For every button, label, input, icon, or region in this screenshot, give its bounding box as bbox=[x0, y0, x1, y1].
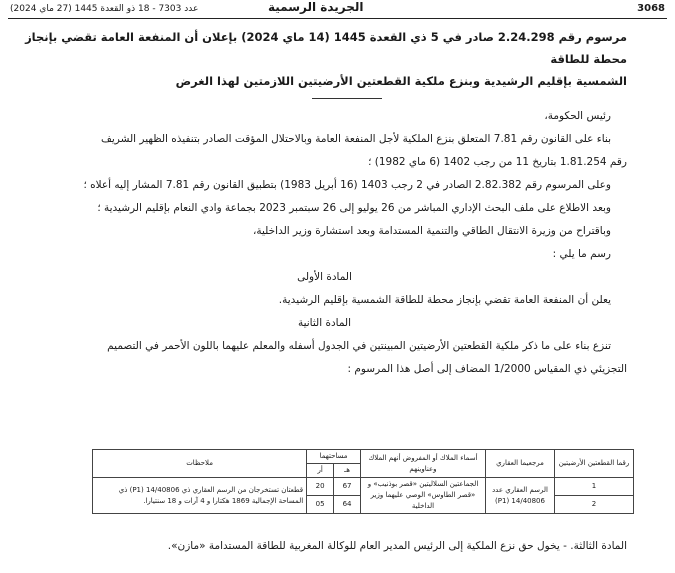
article-2-title: المادة الثانية bbox=[297, 317, 352, 329]
header-notes: ملاحظات bbox=[93, 450, 307, 478]
parcel-number-1: 1 bbox=[555, 478, 634, 496]
issue-info: عدد 7303 - 18 ذو القعدة 1445 (27 ماي 2024) bbox=[10, 4, 199, 14]
paragraph-1-line-2: رقم 1.81.254 بتاريخ 11 من رجب 1402 (6 ماي 1982) ؛ bbox=[368, 156, 627, 168]
header-ares: أر bbox=[307, 464, 334, 478]
page-number: 3068 bbox=[637, 3, 665, 14]
header-parcel-numbers: رقما القطعتين الأرضيتين bbox=[555, 450, 634, 478]
decree-title-line-1: مرسوم رقم 2.24.298 صادر في 5 ذي القعدة 1445 (14 ماي 2024) بإعلان أن المنفعة العامة تقضي بإنجاز محطة للطاقة bbox=[25, 30, 627, 66]
header-owners: أسماء الملاك أو المفروض أنهم الملاك وعناوينهم bbox=[361, 450, 486, 478]
article-2-line-1: تنزع بناء على ما ذكر ملكية القطعتين الأرضيتين المبينتين في الجدول أسفله والمعلم عليهما باللون الأحمر في التصميم bbox=[107, 340, 611, 352]
article-3: المادة الثالثة. - يخول حق نزع الملكية إلى الرئيس المدير العام للوكالة المغربية للطاقة المستدامة «مازن». bbox=[167, 540, 627, 552]
header-area: مساحتهما bbox=[307, 450, 361, 464]
parcels-table bbox=[92, 449, 634, 514]
newspaper-name: الجريدة الرسمية bbox=[268, 0, 364, 14]
decrees-line: رسم ما يلي : bbox=[552, 248, 611, 260]
header-land-reference: مرجعيما العقاري bbox=[486, 450, 555, 478]
parcel-1-ares: 20 bbox=[307, 478, 334, 496]
decree-title-line-2: الشمسية بإقليم الرشيدية وبنزع ملكية القطعتين الأرضيتين اللازمتين لهذا الغرض bbox=[175, 74, 627, 88]
paragraph-1-line-1: بناء على القانون رقم 7.81 المتعلق بنزع الملكية لأجل المنفعة العامة وبالاحتلال المؤقت الصادر بتنفيذه الظهير الشريف bbox=[101, 133, 611, 145]
article-1-title: المادة الأولى bbox=[297, 271, 352, 283]
article-2-line-2: التجزيئي ذي المقياس 1/2000 المضاف إلى أصل هذا المرسوم : bbox=[347, 363, 627, 375]
land-reference-cell: الرسم العقاري عدد 14/40806 (P1) bbox=[486, 478, 555, 514]
title-separator bbox=[312, 98, 382, 99]
notes-cell: قطعتان تستخرجان من الرسم العقاري ذي 14/40806 (P1) ذي المساحة الإجمالية 1869 هكتارا و 4 آرات و 18 سنتيارا. bbox=[93, 478, 307, 514]
parcel-2-ares: 05 bbox=[307, 496, 334, 514]
table-header-row bbox=[93, 450, 634, 464]
parcel-1-hectares: 67 bbox=[334, 478, 361, 496]
article-1-text: يعلن أن المنفعة العامة تقضي بإنجاز محطة للطاقة الشمسية بإقليم الرشيدية. bbox=[278, 294, 611, 306]
owners-cell: الجماعتين السلاليتين «قصر بوذنيب» و «قصر الطاوس» الوصي عليهما وزير الداخلية bbox=[361, 478, 486, 514]
header-hectares: هـ bbox=[334, 464, 361, 478]
paragraph-2: وعلى المرسوم رقم 2.82.382 الصادر في 2 رجب 1403 (16 أبريل 1983) بتطبيق القانون رقم 7.81 المشار إليه أعلاه ؛ bbox=[83, 179, 611, 191]
intro-line: رئيس الحكومة، bbox=[544, 110, 611, 122]
parcel-2-hectares: 64 bbox=[334, 496, 361, 514]
table-row bbox=[93, 478, 634, 496]
paragraph-4: وباقتراح من وزيرة الانتقال الطاقي والتنمية المستدامة وبعد استشارة وزير الداخلية، bbox=[253, 225, 611, 237]
parcel-number-2: 2 bbox=[555, 496, 634, 514]
page-header bbox=[8, 0, 667, 19]
decree-body bbox=[22, 26, 627, 381]
paragraph-3: وبعد الاطلاع على ملف البحث الإداري المباشر من 26 يوليو إلى 26 سبتمبر 2023 بجماعة وادي النعام بإقليم الرشيدية ؛ bbox=[97, 202, 611, 214]
